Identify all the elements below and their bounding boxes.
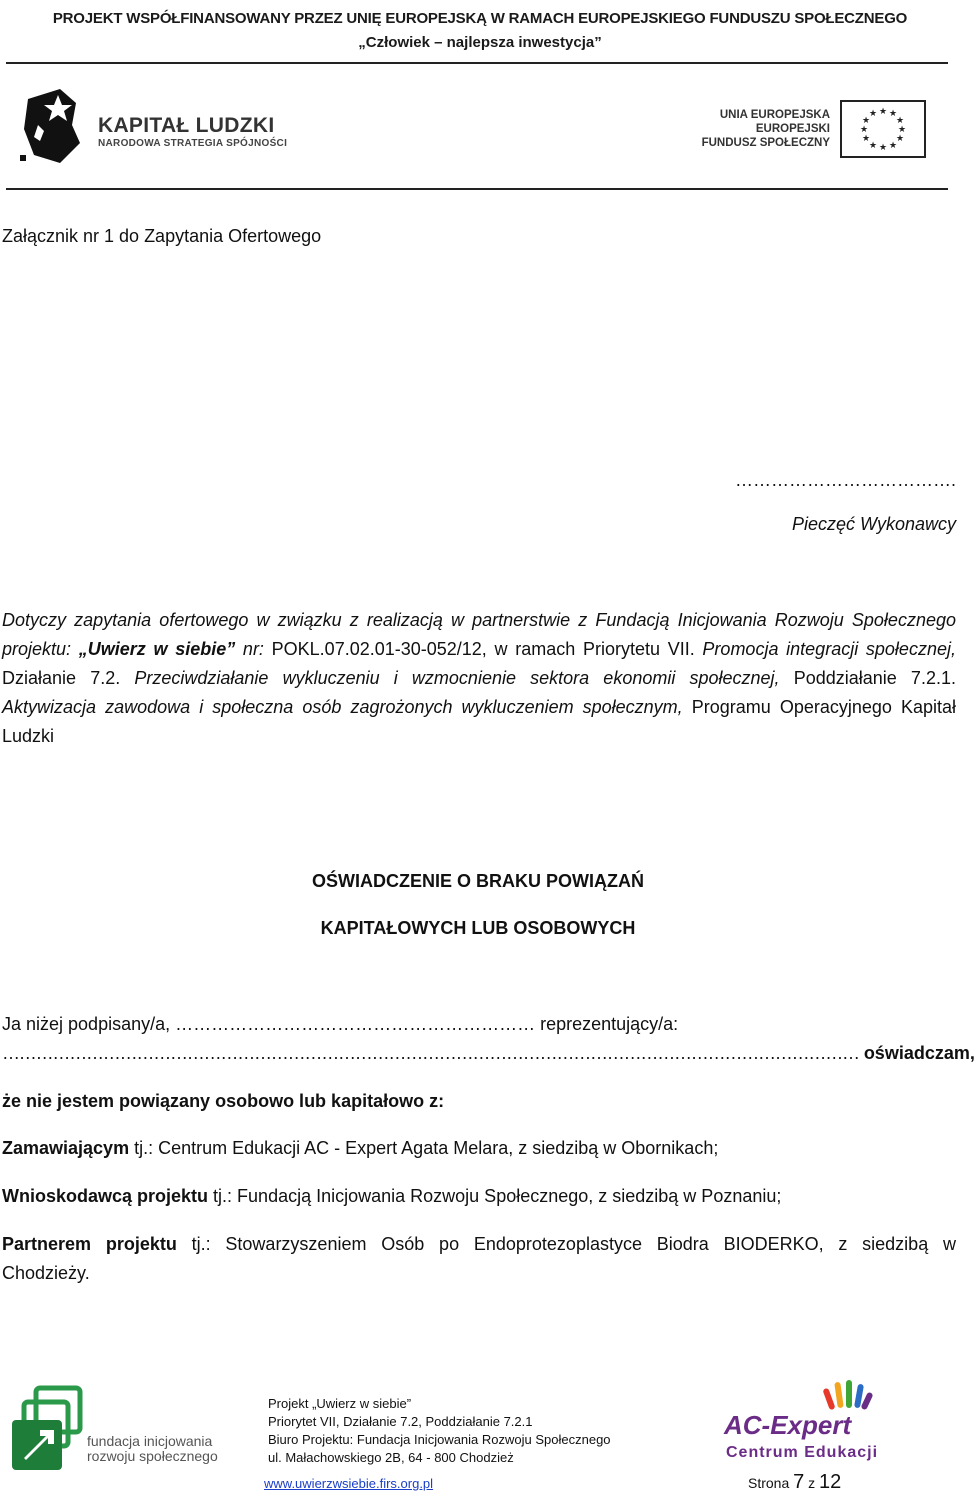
stamp-label: Pieczęć Wykonawcy — [791, 514, 956, 534]
fundacja-logo-line2: rozwoju społecznego — [87, 1448, 218, 1464]
intro-paragraph — [2, 606, 956, 751]
fundacja-logo-line1: fundacja inicjowania — [87, 1433, 213, 1449]
footer-info-line1: Projekt „Uwierz w siebie” — [268, 1396, 412, 1411]
eu-line2: EUROPEJSKI — [755, 123, 830, 135]
header-slogan: „Człowiek – najlepsza inwestycja” — [358, 34, 602, 51]
svg-text:★: ★ — [895, 116, 905, 126]
stamp-dots: ………………………………. — [734, 470, 956, 490]
svg-text:★: ★ — [888, 141, 898, 151]
party-partner-role: Partnerem projektu — [2, 1234, 177, 1254]
kapital-ludzki-subtitle: NARODOWA STRATEGIA SPÓJNOŚCI — [98, 138, 288, 149]
svg-text:★: ★ — [878, 107, 888, 117]
header-project-line: PROJEKT WSPÓŁFINANSOWANY PRZEZ UNIĘ EUROPEJSKĄ W RAMACH EUROPEJSKIEGO FUNDUSZU SPOŁECZNEGO — [52, 10, 908, 27]
company-dots: ……………………………………………………………………………………………………………………………………… — [2, 1043, 859, 1063]
kapital-ludzki-title: KAPITAŁ LUDZKI — [98, 114, 275, 137]
svg-text:★: ★ — [861, 116, 871, 126]
party-orderer-role: Zamawiającym — [2, 1138, 130, 1158]
intro-part4: Promocja integracji społecznej, — [694, 639, 956, 659]
eu-line3: FUNDUSZ SPOŁECZNY — [701, 137, 830, 149]
page-total: 12 — [819, 1471, 842, 1493]
declaration-middle: reprezentujący/a: — [535, 1014, 679, 1034]
header-rule-top — [6, 62, 948, 64]
footer-website-link[interactable]: www.uwierzwsiebie.firs.org.pl — [264, 1476, 434, 1491]
intro-part3: w ramach — [486, 639, 583, 659]
intro-part2: nr: — [235, 639, 272, 659]
party-orderer-details: tj.: Centrum Edukacji AC - Expert Agata Melara, z siedzibą w Obornikach; — [129, 1138, 719, 1158]
fundacja-logo-text — [87, 1434, 218, 1464]
footer-info-line2: Priorytet VII, Działanie 7.2, Poddziałanie 7.2.1 — [268, 1414, 533, 1429]
eu-line1: UNIA EUROPEJSKA — [719, 109, 830, 121]
intro-part6: Aktywizacja zawodowa i społeczna osób zagrożonych wykluczeniem społecznym, — [2, 697, 692, 717]
fundacja-logo-icon — [10, 1386, 86, 1486]
declaration-line2 — [2, 1039, 975, 1068]
page-number — [748, 1471, 841, 1494]
name-dots: …………………………………………………… — [175, 1014, 536, 1034]
ac-expert-logo-title: AC-Expert — [724, 1410, 852, 1440]
priority: Priorytetu VII. — [582, 639, 695, 659]
header-rule-bottom — [6, 188, 948, 190]
svg-text:★: ★ — [861, 134, 871, 144]
svg-text:★: ★ — [859, 125, 869, 135]
party-applicant — [2, 1182, 956, 1211]
project-number: POKL.07.02.01-30-052/12, — [271, 639, 487, 659]
action: Działanie 7.2. — [2, 668, 121, 688]
svg-text:★: ★ — [868, 141, 878, 151]
party-applicant-details: tj.: Fundacją Inicjowania Rozwoju Społecznego, z siedzibą w Poznaniu; — [208, 1186, 782, 1206]
ac-expert-logo-subtitle: Centrum Edukacji — [726, 1444, 879, 1461]
eu-flag-icon — [840, 100, 926, 158]
svg-text:★: ★ — [888, 109, 898, 119]
svg-text:★: ★ — [868, 109, 878, 119]
kapital-ludzki-emblem-icon — [20, 85, 96, 167]
declaration-title-line1: OŚWIADCZENIE O BRAKU POWIĄZAŃ — [312, 871, 644, 891]
party-partner-details: tj.: Stowarzyszeniem Osób po Endoprotezoplastyce Biodra BIODERKO, z siedzibą w Chodzieży. — [2, 1234, 956, 1283]
annex-label: Załącznik nr 1 do Zapytania Ofertowego — [2, 226, 322, 246]
declare-word: oświadczam, — [858, 1043, 975, 1063]
declaration-statement: że nie jestem powiązany osobowo lub kapitałowo z: — [2, 1091, 445, 1111]
footer-info-line4: ul. Małachowskiego 2B, 64 - 800 Chodzież — [268, 1450, 514, 1465]
party-orderer — [2, 1134, 956, 1163]
svg-text:★: ★ — [878, 143, 888, 153]
intro-part1: Dotyczy zapytania ofertowego w związku z realizacją w partnerstwie z Fundacją Inicjowania Rozwoju Społecznego projektu: — [2, 610, 956, 659]
footer-info — [268, 1395, 611, 1467]
svg-text:★: ★ — [897, 125, 907, 135]
page-of: z — [808, 1475, 816, 1491]
programme: Programu Operacyjnego Kapitał Ludzki — [2, 697, 956, 746]
page-current: 7 — [793, 1471, 805, 1493]
intro-part5: Przeciwdziałanie wykluczeniu i wzmocnienie sektora ekonomii społecznej, — [120, 668, 794, 688]
page-word: Strona — [748, 1475, 790, 1491]
declaration-prefix: Ja niżej podpisany/a, — [2, 1014, 176, 1034]
declaration-line1 — [2, 1010, 956, 1039]
project-name: „Uwierz w siebie” — [78, 639, 236, 659]
svg-text:★: ★ — [895, 134, 905, 144]
declaration-title-line2: KAPITAŁOWYCH LUB OSOBOWYCH — [320, 918, 636, 938]
party-applicant-role: Wnioskodawcą projektu — [2, 1186, 209, 1206]
party-partner — [2, 1230, 956, 1288]
eu-logo-text — [700, 108, 830, 150]
footer-info-line3: Biuro Projektu: Fundacja Inicjowania Rozwoju Społecznego — [268, 1432, 611, 1447]
subaction: Poddziałanie 7.2.1. — [793, 668, 956, 688]
